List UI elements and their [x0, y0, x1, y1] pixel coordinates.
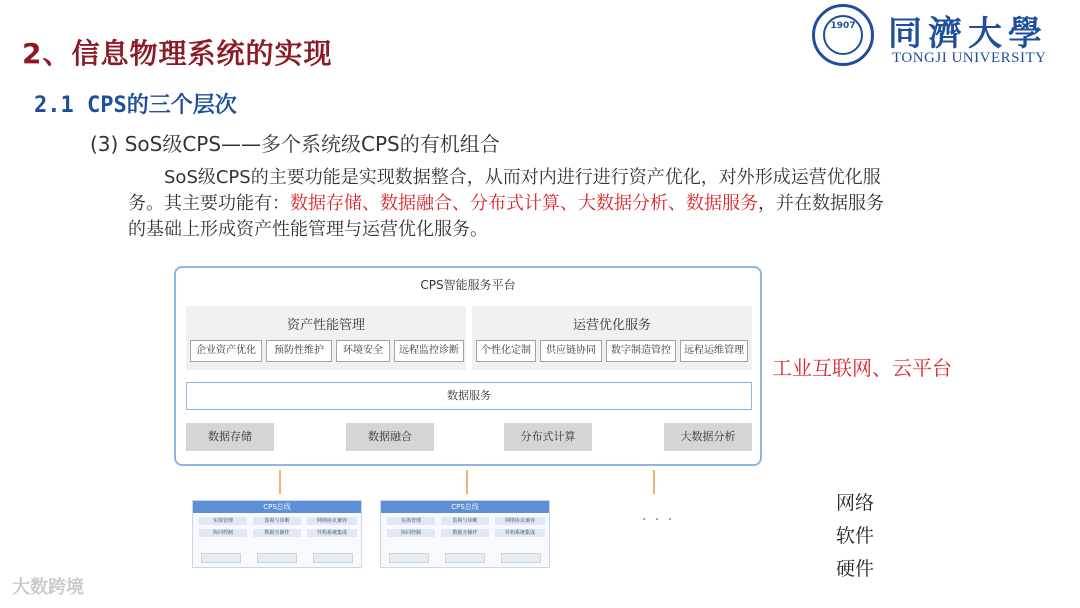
subsection-heading: (3) SoS级CPS——多个系统级CPS的有机组合 — [90, 132, 500, 156]
foundation-block: 数据融合 — [346, 423, 434, 451]
industrial-internet-label: 工业互联网、云平台 — [772, 356, 952, 380]
ops-group-title: 运营优化服务 — [572, 318, 651, 333]
cps-bus-box — [192, 500, 362, 568]
hardware-device — [257, 553, 297, 563]
bus-item: 协同控制 — [199, 529, 247, 537]
bus-item: 协同控制 — [387, 529, 435, 537]
hardware-device — [313, 553, 353, 563]
bus-item: 监视与诊断 — [253, 517, 301, 525]
cps-platform-box — [174, 266, 762, 466]
hardware-device — [201, 553, 241, 563]
layer-label-hardware: 硬件 — [836, 558, 875, 580]
foundation-block: 大数据分析 — [664, 423, 752, 451]
foundation-block: 数据存储 — [186, 423, 274, 451]
asset-management-group — [186, 306, 466, 370]
asset-item: 企业资产优化 — [190, 340, 262, 362]
bus-item: 网络协议兼容 — [495, 517, 545, 525]
layer-label-software: 软件 — [836, 525, 875, 547]
seal-year: 1907 — [830, 21, 856, 31]
asset-item: 环境安全 — [336, 340, 390, 362]
ops-item: 远程运维管理 — [680, 340, 748, 362]
hardware-device — [389, 553, 429, 563]
asset-group-title: 资产性能管理 — [286, 318, 365, 333]
bus-title: CPS总线 — [193, 501, 361, 513]
slide-title: 2、信息物理系统的实现 — [22, 37, 333, 70]
body-paragraph — [128, 165, 898, 243]
paragraph-text-end: ，并在数据服务的基础上形成资产性能管理与运营优化服务。 — [128, 193, 884, 240]
asset-item: 预防性维护 — [266, 340, 332, 362]
bus-item: 异构系统集成 — [495, 529, 545, 537]
paragraph-highlight: 数据存储、数据融合、分布式计算、大数据分析、数据服务 — [290, 193, 758, 214]
bus-item: 监视与诊断 — [441, 517, 489, 525]
bus-item: 实体管理 — [199, 517, 247, 525]
bus-item: 网络协议兼容 — [307, 517, 357, 525]
connector-line — [279, 470, 281, 494]
ops-item: 供应链协同 — [540, 340, 602, 362]
bus-item: 异构系统集成 — [307, 529, 357, 537]
asset-item: 远程监控诊断 — [394, 340, 464, 362]
more-ellipsis: · · · — [642, 512, 675, 528]
paragraph-text: SoS级CPS的主要功能是实现数据整合，从而对内进行进行资产优化，对外形成运营优化服务。其主要功能有： — [128, 167, 881, 214]
foundation-block: 分布式计算 — [504, 423, 592, 451]
connector-line — [653, 470, 655, 494]
ops-item: 个性化定制 — [476, 340, 536, 362]
bus-title: CPS总线 — [381, 501, 549, 513]
platform-title: CPS智能服务平台 — [420, 278, 516, 292]
section-heading: 2.1 CPS的三个层次 — [34, 93, 237, 118]
cps-bus-box — [380, 500, 550, 568]
bus-item: 数据互操作 — [253, 529, 301, 537]
hardware-device — [501, 553, 541, 563]
university-name-en: TONGJI UNIVERSITY — [892, 50, 1047, 66]
bus-item: 数据互操作 — [441, 529, 489, 537]
ops-optimization-group — [472, 306, 752, 370]
data-service-bar: 数据服务 — [186, 382, 752, 410]
university-seal-logo — [812, 4, 874, 66]
connector-line — [466, 470, 468, 494]
bus-item: 实体管理 — [387, 517, 435, 525]
layer-label-network: 网络 — [836, 492, 875, 514]
university-name-cn: 同濟大學 — [888, 14, 1048, 54]
watermark: 大数跨境 — [12, 577, 84, 598]
ops-item: 数字制造管控 — [606, 340, 676, 362]
hardware-device — [445, 553, 485, 563]
